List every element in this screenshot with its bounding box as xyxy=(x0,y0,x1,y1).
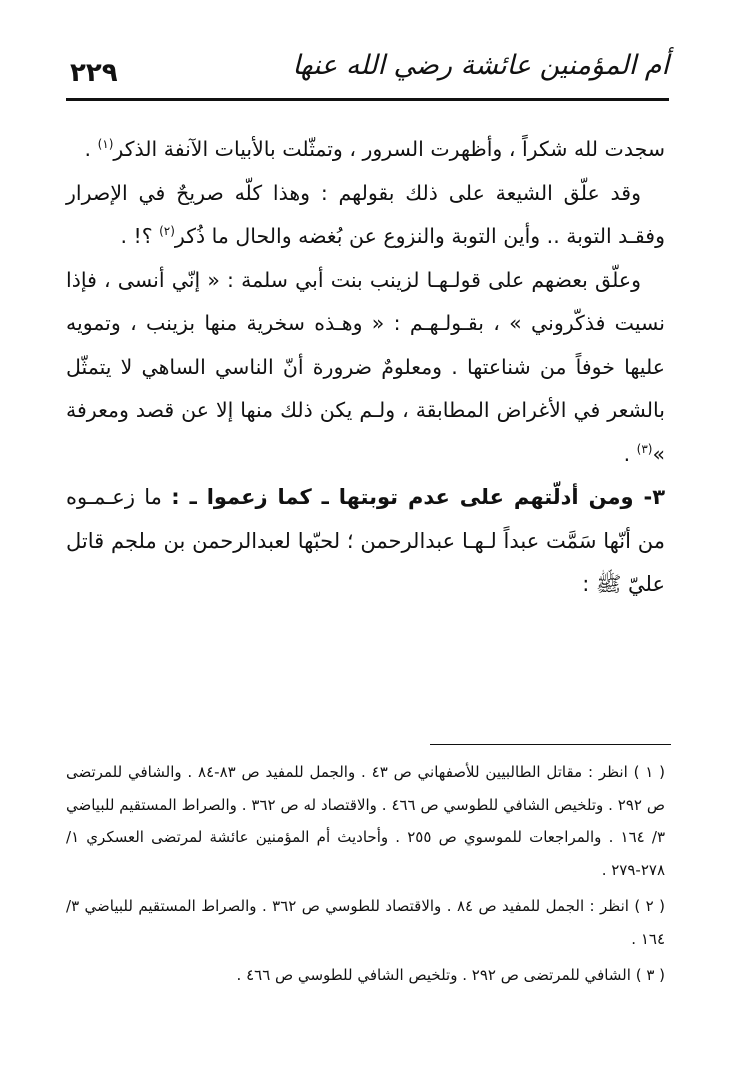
paragraph-4-text: ما زعـمـوه من أنّها سَمَّت عبداً لـهـا عبدالرحمن ؛ لحبّها لعبدالرحمن بن ملجم قاتل عليّ ﷺ : xyxy=(66,485,665,596)
paragraph-3-end: . xyxy=(623,441,637,466)
paragraph-3-text: وعلّق بعضهم على قولـهـا لزينب بنت أبي سلمة : « إنّي أنسى ، فإذا نسيت فذكّروني » ، بقـولـهـم : « وهـذه سخرية منها بزينب ، وتمويه عليها خوفاً من شناعتها . ومعلومٌ ضرورة أنّ الناسي الساهي لا يتمثّل بالشعر في الأغراض المطابقة ، ولـم يكن ذلك منها إلا عن قصد ومعرفة » xyxy=(66,267,665,466)
section-heading: ٣- ومن أدلّتهم على عدم توبتها ـ كما زعموا ـ : xyxy=(171,485,666,509)
paragraph-1-end: . xyxy=(84,137,98,161)
footnote-rule xyxy=(430,744,671,745)
footnote-ref-2: (٢) xyxy=(159,224,175,239)
footnote-1: ( ١ ) انظر : مقاتل الطالبيين للأصفهاني ص ٤٣ . والجمل للمفيد ص ٨٣-٨٤ . والشافي للمرتضى ص ٢٩٢ . وتلخيص الشافي للطوسي ص ٤٦٦ . والاقتصاد له ص ٣٦٢ . والصراط المستقيم للبياضي ٣/ ١٦٤ . والمراجعات للموسوي ص ٢٥٥ . وأحاديث أم المؤمنين عائشة لمرتضى العسكري ١/ ٢٧٨-٢٧٩ . xyxy=(66,763,666,879)
footnote-3: ( ٣ ) الشافي للمرتضى ص ٢٩٢ . وتلخيص الشافي للطوسي ص ٤٦٦ . xyxy=(236,966,665,984)
footnote-ref-1: (١) xyxy=(97,137,114,152)
paragraph-1 xyxy=(66,128,665,172)
paragraph-2-end: ؟! . xyxy=(120,224,160,248)
paragraph-4 xyxy=(66,476,665,607)
paragraph-2-text: وقد علّق الشيعة على ذلك بقولهم : وهذا كلّه صريحٌ في الإصرار وفقـد التوبة .. وأين التوبة والنزوع عن بُغضه والحال ما ذُكر xyxy=(66,180,665,248)
footnote-ref-3: (٣) xyxy=(636,441,653,456)
paragraph-3 xyxy=(66,259,665,477)
paragraph-1-text: سجدت لله شكراً ، وأظهرت السرور ، وتمثّلت بالأبيات الآنفة الذكر xyxy=(113,137,665,161)
footnote-2: ( ٢ ) انظر : الجمل للمفيد ص ٨٤ . والاقتصاد للطوسي ص ٣٦٢ . والصراط المستقيم للبياضي ٣/ ١٦٤ . xyxy=(66,897,665,948)
paragraph-2 xyxy=(66,172,665,259)
header-rule xyxy=(66,98,669,101)
main-text xyxy=(66,128,665,607)
running-title: أم المؤمنين عائشة رضي الله عنها xyxy=(292,50,669,81)
page-header xyxy=(66,46,669,96)
page-number: ٢٢٩ xyxy=(70,58,118,88)
footnotes xyxy=(66,756,665,996)
